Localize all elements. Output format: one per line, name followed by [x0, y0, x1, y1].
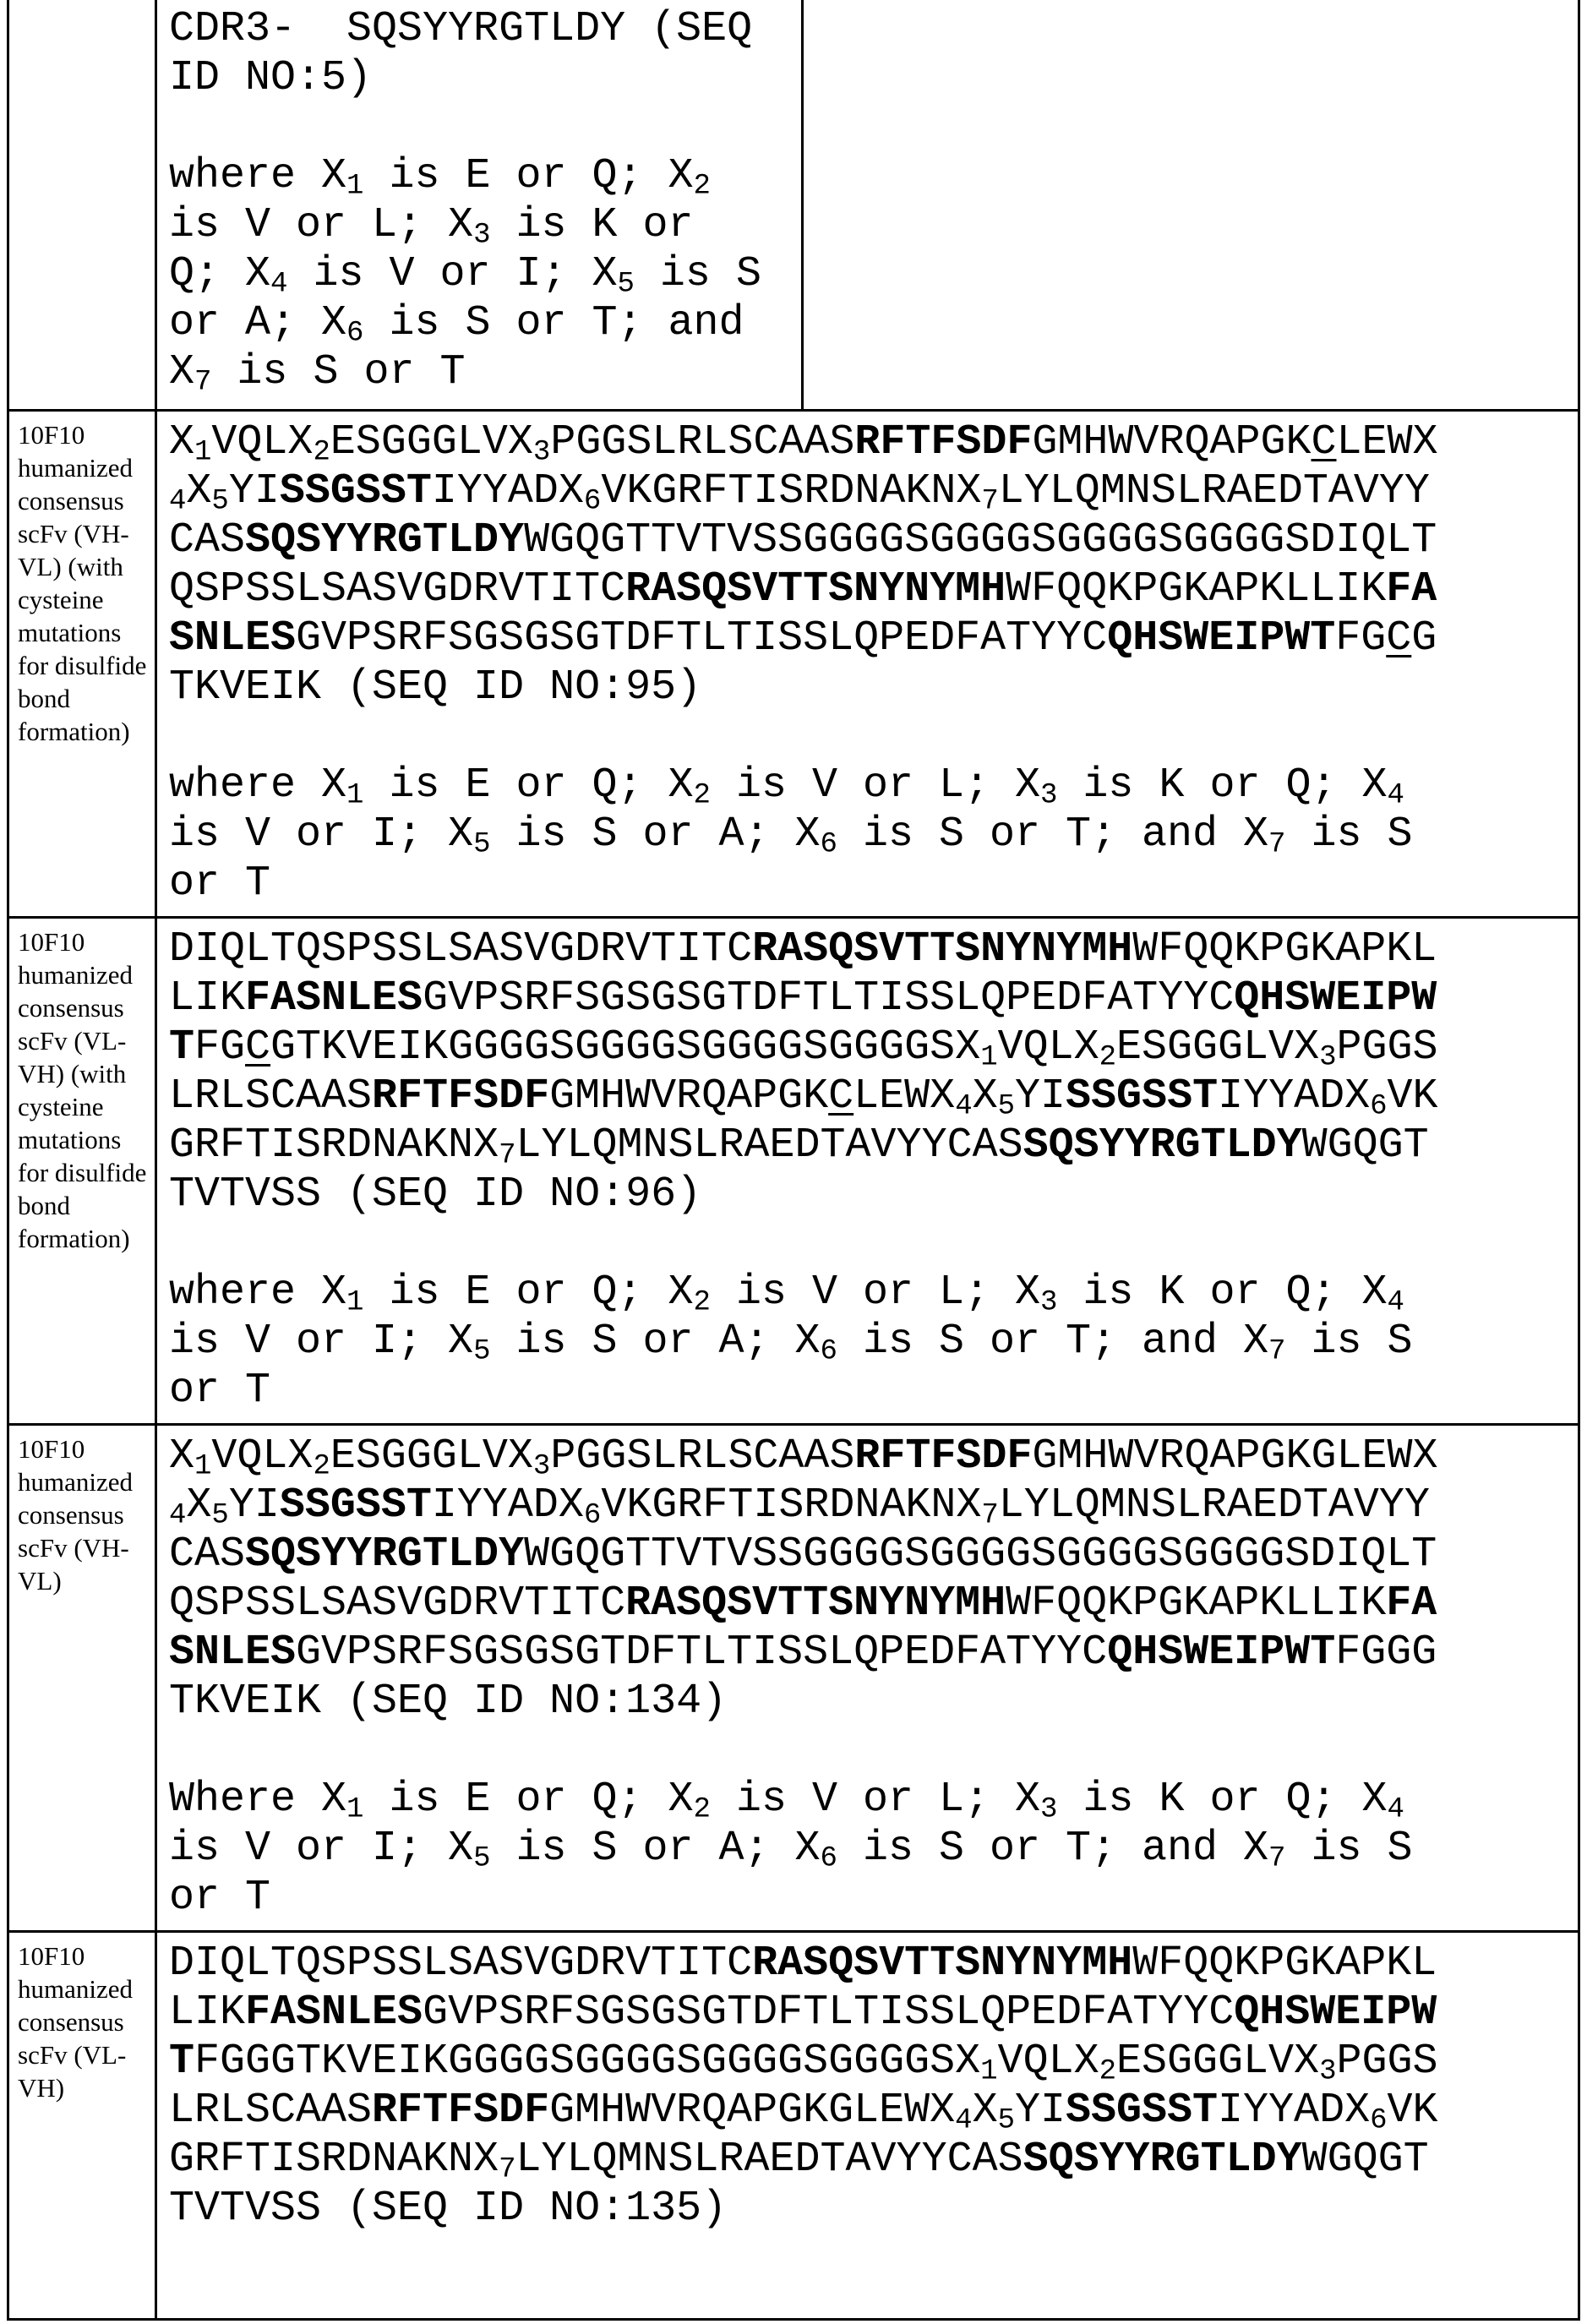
antibody-name-cell — [9, 0, 155, 409]
table-row — [9, 916, 1578, 1423]
variable-definitions-text: where $X_1$ is E or Q; $X_2$ is V or L; $X_3$ is K or Q; $X_4$ is V or I; $X_5$ is S or A; $X_6$ is S or T; and $X_7$ is S or T — [169, 1268, 1413, 1415]
sequence-cell — [155, 919, 1578, 1423]
antibody-name-cell: 10F10 humanized consensus scFv (VL-VH) — [18, 1941, 134, 2103]
sequence-text: DIQLTQSPSSLSASVGDRVTITCRASQSVTTSNYNYMHWFQQKPGKAPKL LIKFASNLESGVPSRFSGSGSGTDFTLTISSLQPEDFATYYCQHSWEIPW $TFGCGTKVEIKGGGGSGGGGSGGGGSGGGGSX_1VQLX_2ESGGGLVX_3PGGS$ $LRLSCAASRFTFSDFGMHWVRQAPGKCLEWX_4X_5YISSGSSTIYYADX_6VK$ $GRFTISRDNAKNX_7LYLQMNSLRAEDTAVYYCASSQSYYRGTLDYWGQGT$ TVTVSS (SEQ ID NO:96) — [169, 925, 1438, 1219]
sequence-text: $X_1VQLX_2ESGGGLVX_3PGGSLRLSCAASRFTFSDFGMHWVRQAPGKGLEWX$ $_4X_5YISSGSSTIYYADX_6VKGRFTISRDNAKNX_7LYLQMNSLRAEDTAVYY$ CASSQSYYRGTLDYWGQGTTVTVSSGGGGSGGGGSGGGGSGGGGSDIQLT QSPSSLSASVGDRVTITCRASQSVTTSNYNYMHWFQQKPGKAPKLLIKFA SNLESGVPSRFSGSGSGTDFTLTISSLQPEDFATYYCQHSWEIPWTFGGG TKVEIK (SEQ ID NO:134) — [169, 1432, 1438, 1726]
sequence-text: DIQLTQSPSSLSASVGDRVTITCRASQSVTTSNYNYMHWFQQKPGKAPKL LIKFASNLESGVPSRFSGSGSGTDFTLTISSLQPEDFATYYCQHSWEIPW $TFGGGTKVEIKGGGGSGGGGSGGGGSGGGGSX_1VQLX_2ESGGGLVX_3PGGS$ $LRLSCAASRFTFSDFGMHWVRQAPGKGLEWX_4X_5YISSGSSTIYYADX_6VK$ $GRFTISRDNAKNX_7LYLQMNSLRAEDTAVYYCASSQSYYRGTLDYWGQGT$ TVTVSS (SEQ ID NO:135) — [169, 1939, 1438, 2233]
empty-cell — [801, 0, 1578, 409]
cdr3-sequence-cell: CDR3- SQSYYRGTLDY (SEQ ID NO:5) where $X_1$ is E or Q; $X_2$ is V or L; $X_3$ is K or Q; $X_4$ is V or I; $X_5$ is S or A; $X_6$ is S or T; and $X_7$ is S or T — [155, 0, 801, 409]
sequence-cell — [155, 1933, 1578, 2318]
antibody-name-cell: 10F10 humanized consensus scFv (VH-VL) — [18, 1434, 134, 1596]
antibody-sequence-table — [7, 0, 1580, 2321]
table-row — [9, 1423, 1578, 1930]
table-row — [9, 409, 1578, 916]
sequence-cell — [155, 412, 1578, 916]
variable-definitions-text: where $X_1$ is E or Q; $X_2$ is V or L; $X_3$ is K or Q; $X_4$ is V or I; $X_5$ is S or A; $X_6$ is S or T; and $X_7$ is S or T — [169, 761, 1413, 908]
sequence-cell — [155, 1426, 1578, 1930]
antibody-name-cell: 10F10 humanized consensus scFv (VH-VL) (with cysteine mutations for disulfide bond formation) — [18, 420, 147, 746]
antibody-name-cell: 10F10 humanized consensus scFv (VL-VH) (with cysteine mutations for disulfide bond formation) — [18, 927, 147, 1253]
variable-definitions-text: Where $X_1$ is E or Q; $X_2$ is V or L; $X_3$ is K or Q; $X_4$ is V or I; $X_5$ is S or A; $X_6$ is S or T; and $X_7$ is S or T — [169, 1776, 1413, 1922]
table-row-continuation — [9, 0, 1578, 409]
sequence-text: $X_1VQLX_2ESGGGLVX_3PGGSLRLSCAASRFTFSDFGMHWVRQAPGKCLEWX$ $_4X_5YISSGSSTIYYADX_6VKGRFTISRDNAKNX_7LYLQMNSLRAEDTAVYY$ CASSQSYYRGTLDYWGQGTTVTVSSGGGGSGGGGSGGGGSGGGGSDIQLT QSPSSLSASVGDRVTITCRASQSVTTSNYNYMHWFQQKPGKAPKLLIKFA SNLESGVPSRFSGSGSGTDFTLTISSLQPEDFATYYCQHSWEIPWTFGCG TKVEIK (SEQ ID NO:95) — [169, 418, 1438, 712]
table-row — [9, 1930, 1578, 2318]
